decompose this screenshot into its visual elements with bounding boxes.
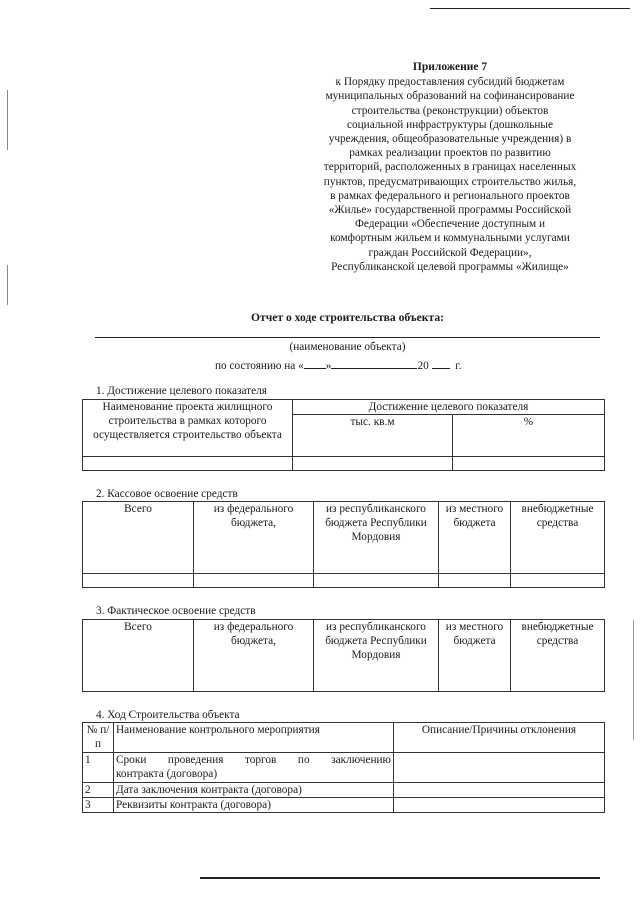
section2-table: [82, 501, 605, 588]
appendix-title: Приложение 7: [412, 61, 488, 73]
s3-col-federal: из федерального бюджета,: [194, 620, 314, 692]
scan-edge-left: [7, 90, 8, 150]
as-of-suffix: г.: [455, 360, 462, 372]
scan-edge-right: [633, 620, 634, 740]
s1-col-project: Наименование проекта жилищного строительства в рамках которого осуществляется строительство объекта: [83, 400, 293, 457]
s2-col-total: Всего: [83, 502, 194, 574]
scan-edge-bottom: [200, 877, 600, 879]
s2-col-local: из местного бюджета: [439, 502, 511, 574]
s2-cell-federal[interactable]: [194, 574, 314, 588]
section1-table: [82, 399, 605, 471]
appendix-line: в рамках федерального и регионального проектов: [330, 189, 570, 202]
s1-sub-units: тыс. кв.м: [293, 415, 453, 457]
appendix-line: рамках реализации проектов по развитию: [349, 147, 551, 160]
s4-row-event: [114, 753, 394, 783]
s4-col-desc: Описание/Причины отклонения: [394, 723, 605, 753]
as-of-year-prefix: 20: [417, 360, 429, 372]
s3-col-total: Всего: [83, 620, 194, 692]
as-of-prefix: по состоянию на «: [215, 360, 304, 372]
appendix-block: [300, 60, 600, 274]
object-name-line[interactable]: [95, 337, 600, 338]
s1-cell-percent[interactable]: [453, 457, 605, 471]
as-of-mid: »: [325, 360, 332, 372]
s4-row-num: 3: [83, 798, 114, 813]
s1-cell-project[interactable]: [83, 457, 293, 471]
s2-cell-local[interactable]: [439, 574, 511, 588]
section1-title: 1. Достижение целевого показателя: [96, 385, 267, 397]
appendix-line: территорий, расположенных в границах населенных: [323, 161, 577, 174]
s2-col-extrabudget: внебюджетные средства: [511, 502, 605, 574]
section2-title: 2. Кассовое освоение средств: [96, 488, 238, 500]
s1-col-target: Достижение целевого показателя: [293, 400, 605, 415]
section3-title: 3. Фактическое освоение средств: [96, 605, 256, 617]
section4-table: [82, 722, 605, 813]
scan-edge-left-2: [7, 265, 8, 305]
as-of-day-field[interactable]: [304, 356, 326, 369]
appendix-line: Федерации «Обеспечение доступным и: [354, 218, 546, 231]
s4-row-desc[interactable]: [394, 798, 605, 813]
as-of-date-line: [215, 356, 461, 372]
section3-table: [82, 619, 605, 692]
s1-sub-percent: %: [453, 415, 605, 457]
appendix-line: муниципальных образований на софинансирование: [325, 90, 575, 103]
section4-title: 4. Ход Строительства объекта: [96, 709, 240, 721]
s2-cell-total[interactable]: [83, 574, 194, 588]
s2-col-federal: из федерального бюджета,: [194, 502, 314, 574]
appendix-line: учреждения, общеобразовательные учреждения) в: [328, 133, 572, 146]
appendix-line: комфортным жильем и коммунальными услугами: [330, 232, 570, 245]
as-of-year-field[interactable]: [432, 356, 450, 369]
appendix-line: строительства (реконструкции) объектов: [351, 104, 549, 117]
scan-edge-top: [430, 8, 630, 9]
s3-col-extrabudget: внебюджетные средства: [511, 620, 605, 692]
s1-cell-units[interactable]: [293, 457, 453, 471]
object-caption: (наименование объекта): [289, 341, 406, 353]
s4-row-event: Реквизиты контракта (договора): [114, 798, 394, 813]
s4-row-desc[interactable]: [394, 753, 605, 783]
s4-row-event-line2: контракта (договора): [116, 768, 218, 780]
s4-row-desc[interactable]: [394, 783, 605, 798]
appendix-line: социальной инфраструктуры (дошкольные: [346, 118, 554, 131]
s4-row-event: Дата заключения контракта (договора): [114, 783, 394, 798]
s2-cell-republic[interactable]: [314, 574, 439, 588]
s4-col-num: № п/п: [83, 723, 114, 753]
report-title: Отчет о ходе строительства объекта:: [251, 311, 444, 324]
appendix-line: «Жилье» государственной программы Российской: [328, 204, 572, 217]
appendix-line: граждан Российской Федерации»,: [368, 246, 532, 259]
appendix-line: пунктов, предусматривающих строительство жилья,: [323, 175, 577, 188]
appendix-line: к Порядку предоставления субсидий бюджетам: [335, 76, 565, 89]
s3-col-local: из местного бюджета: [439, 620, 511, 692]
s4-row-num: 2: [83, 783, 114, 798]
s4-col-event: Наименование контрольного мероприятия: [114, 723, 394, 753]
as-of-month-field[interactable]: [331, 356, 417, 369]
appendix-line: Республиканской целевой программы «Жилище»: [331, 260, 569, 273]
s2-col-republic: из республиканского бюджета Республики Мордовия: [314, 502, 439, 574]
s3-col-republic: из республиканского бюджета Республики Мордовия: [314, 620, 439, 692]
s4-row-num: 1: [83, 753, 114, 783]
s2-cell-extrabudget[interactable]: [511, 574, 605, 588]
s4-row-event-line1: Сроки проведения торгов по заключению: [116, 754, 391, 766]
